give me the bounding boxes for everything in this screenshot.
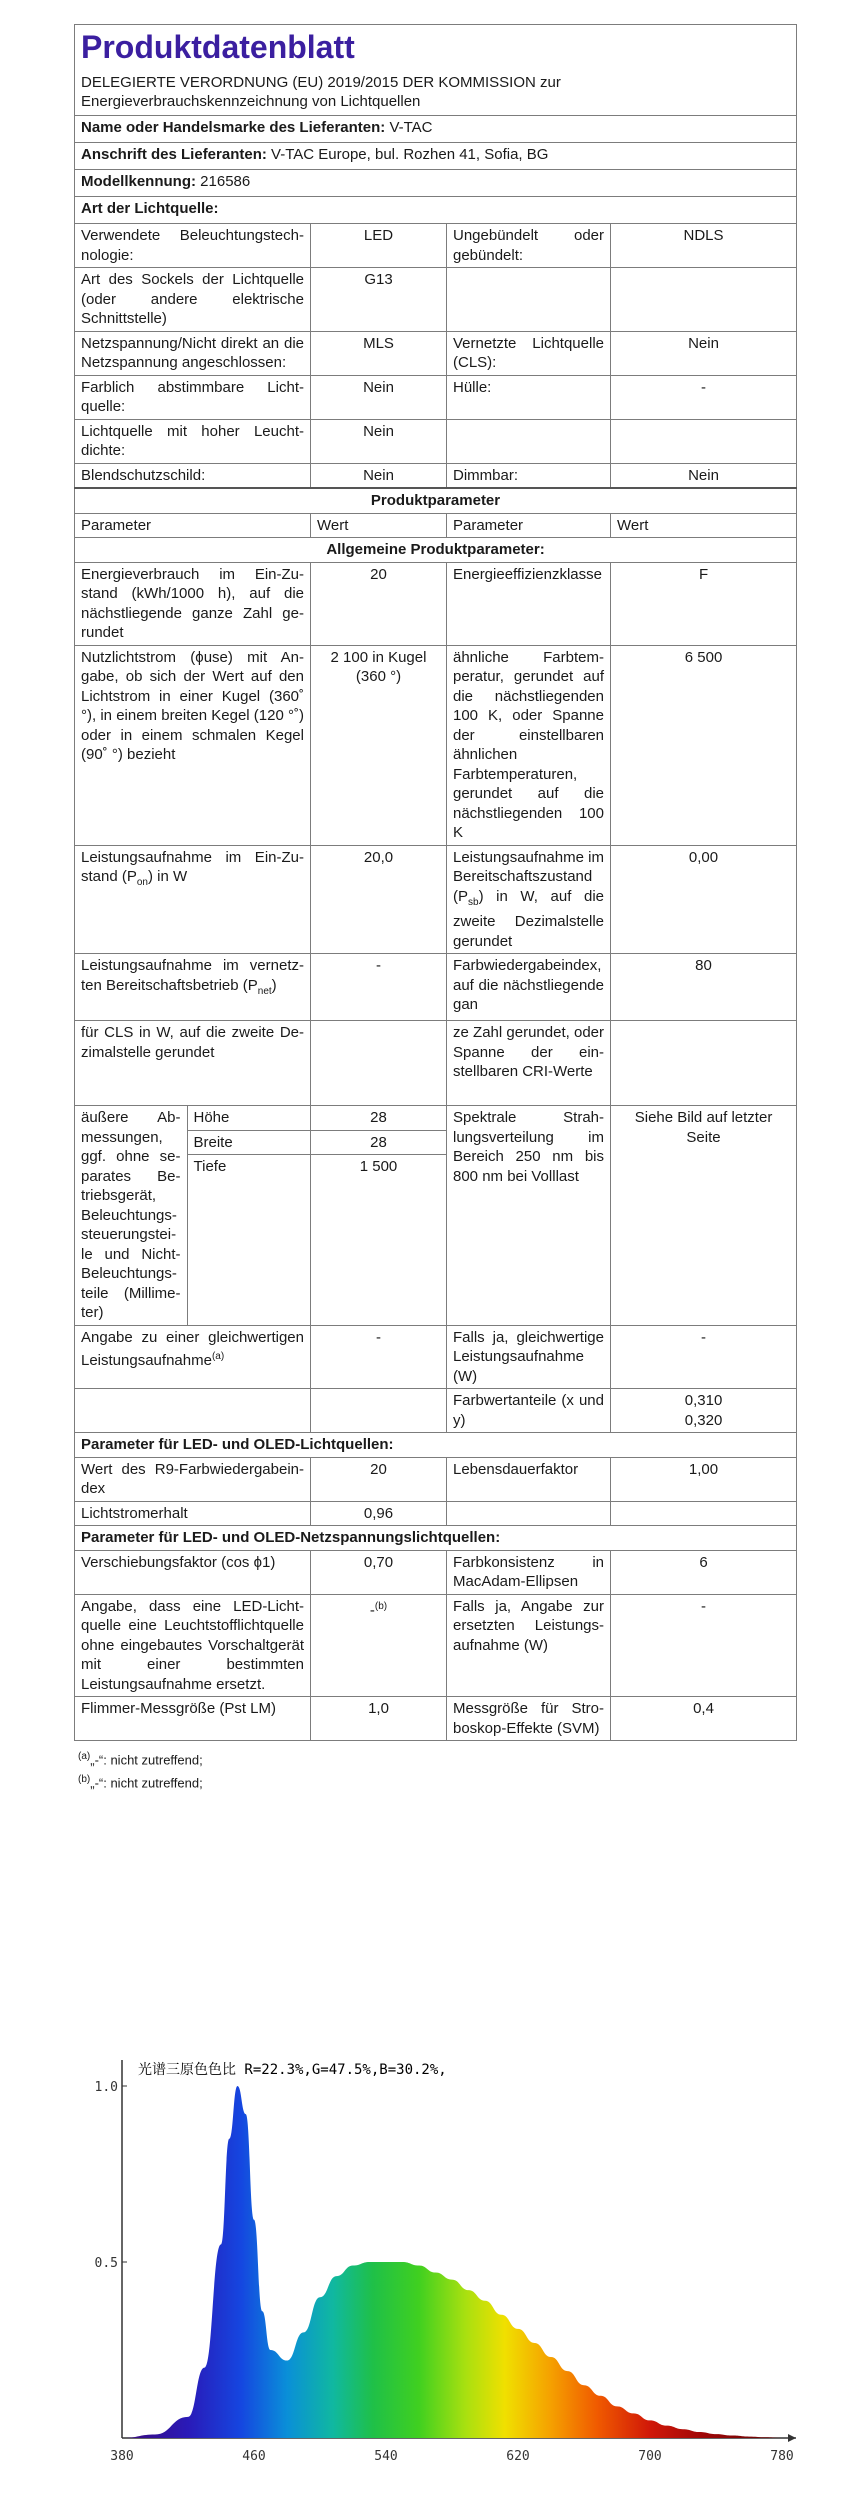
- y-tick-label: 0.5: [94, 2256, 118, 2271]
- spectrum-chart: [74, 2046, 814, 2466]
- lightsource-value: NDLS: [611, 224, 797, 268]
- colour-consistency-value: 6: [611, 1550, 797, 1594]
- replaced-power-label: Falls ja, Angabe zur ersetzten Leistungsaufnahme (W): [447, 1594, 611, 1697]
- dimension-name: Höhe: [188, 1106, 311, 1131]
- column-header-row: [75, 513, 797, 538]
- x-tick-label: 460: [242, 2449, 266, 2464]
- lightsource-value: Nein: [611, 331, 797, 375]
- empty-cell: [611, 1021, 797, 1106]
- lightsource-label: Blendschutzschild:: [75, 463, 311, 488]
- lightsource-type-label: Art der Lichtquelle:: [75, 197, 797, 224]
- lumen-maintenance-label: Lichtstromerhalt: [75, 1501, 311, 1526]
- product-data-sheet: [74, 24, 796, 1794]
- model-label: Modellkennung:: [81, 173, 196, 190]
- lumen-maintenance-value: 0,96: [311, 1501, 447, 1526]
- energy-consumption-value: 20: [311, 562, 447, 645]
- lightsource-row: [75, 331, 797, 375]
- lightsource-label: [447, 268, 611, 332]
- lightsource-row: [75, 419, 797, 463]
- energy-class-value: F: [611, 562, 797, 645]
- lightsource-label: Verwendete Beleuchtungstechnologie:: [75, 224, 311, 268]
- flux-row: [75, 645, 797, 845]
- chromaticity-y: 0,320: [684, 1411, 723, 1429]
- lightsource-value: Nein: [311, 419, 447, 463]
- empty-cell: [447, 1501, 611, 1526]
- lightsource-label: [447, 419, 611, 463]
- cri-label: Farbwiedergabeindex, auf die nächstliegende gan: [447, 954, 611, 1021]
- header-row: [75, 25, 797, 116]
- led-heading-row: [75, 1433, 797, 1458]
- regulation-line-1: DELEGIERTE VERORDNUNG (EU) 2019/2015 DER KOMMISSION zur: [81, 74, 561, 91]
- lightsource-value: Nein: [611, 463, 797, 488]
- stroboscopic-value: 0,4: [611, 1697, 797, 1741]
- equivalent-power-w-value: -: [611, 1325, 797, 1389]
- lightsource-label: Hülle:: [447, 375, 611, 419]
- spectrum-area: [122, 2086, 782, 2438]
- x-axis-arrow: [788, 2434, 796, 2442]
- replacement-value-text: -: [369, 1601, 375, 1619]
- flicker-label: Flimmer-Messgröße (Pst LM): [75, 1697, 311, 1741]
- dimensions-label: äußere Abmessungen, ggf. ohne separates Betriebsgerät, Beleuchtungssteuerungsteile und Nicht-Beleuchtungsteile (Millimeter): [81, 1109, 181, 1321]
- flicker-row: [75, 1697, 797, 1741]
- lumen-maintenance-row: [75, 1501, 797, 1526]
- lightsource-row: [75, 224, 797, 268]
- chromaticity-x: 0,310: [684, 1392, 723, 1409]
- replacement-label: Angabe, dass eine LED-Lichtquelle eine Leuchtstofflichtquelle ohne eingebautes Vorschaltgerät mit einer bestimmten Leistungsaufnahme ersetzt.: [75, 1594, 311, 1697]
- stroboscopic-label: Messgröße für Stroboskop-Effekte (SVM): [447, 1697, 611, 1741]
- supplier-address-label: Anschrift des Lieferanten:: [81, 146, 267, 163]
- equivalent-power-row: [75, 1325, 797, 1389]
- continued-row: [75, 1021, 797, 1106]
- dimension-name: Tiefe: [193, 1158, 227, 1175]
- networked-standby-label: [75, 954, 311, 1021]
- supplier-name-value: V-TAC: [389, 119, 433, 136]
- lightsource-value: -: [611, 375, 797, 419]
- r9-label: Wert des R9-Farbwiedergabeindex: [75, 1457, 311, 1501]
- lightsource-value: Nein: [311, 463, 447, 488]
- on-mode-power-text: Leistungsaufnahme im Ein-Zustand (P: [81, 848, 304, 885]
- networked-standby-continued: für CLS in W, auf die zweite Dezimalstelle gerundet: [75, 1021, 311, 1106]
- networked-standby-value: -: [311, 954, 447, 1021]
- lightsource-row: [75, 375, 797, 419]
- r9-value: 20: [311, 1457, 447, 1501]
- footnotes: [78, 1747, 796, 1794]
- supplier-name-label: Name oder Handelsmarke des Lieferanten:: [81, 119, 386, 136]
- survival-factor-label: Lebensdauerfaktor: [447, 1457, 611, 1501]
- equivalent-power-text: Angabe zu einer gleichwertigen Leistungsaufnahme: [81, 1328, 304, 1369]
- networked-standby-text: ): [271, 976, 277, 994]
- footnote-text: „-“: nicht zutreffend;: [90, 1775, 203, 1791]
- dimension-name: Breite: [188, 1131, 311, 1156]
- networked-standby-row: [75, 954, 797, 1021]
- supplier-address-row: [75, 143, 797, 170]
- led-params-heading: Parameter für LED- und OLED-Lichtquellen:: [75, 1433, 797, 1458]
- column-header-value: Wert: [611, 513, 797, 538]
- mains-heading-row: [75, 1526, 797, 1551]
- chart-title: 光谱三原色色比 R=22.3%,G=47.5%,B=30.2%,: [138, 2062, 447, 2078]
- replacement-row: [75, 1594, 797, 1697]
- lightsource-row: [75, 463, 797, 488]
- dimensions-inner: [75, 1106, 310, 1325]
- supplier-name-row: [75, 116, 797, 143]
- lightsource-value: G13: [311, 268, 447, 332]
- lightsource-label: Lichtquelle mit hoher Leuchtdichte:: [75, 419, 311, 463]
- standby-power-value: 0,00: [611, 845, 797, 954]
- x-tick-label: 700: [638, 2449, 662, 2464]
- power-row: [75, 845, 797, 954]
- regulation-line-2: Energieverbrauchskennzeichnung von Lichtquellen: [81, 93, 421, 110]
- equivalent-power-w-label: Falls ja, gleichwertige Leistungsaufnahme (W): [447, 1325, 611, 1389]
- y-tick-label: 1.0: [94, 2080, 118, 2095]
- column-header-parameter: Parameter: [447, 513, 611, 538]
- footnote-mark: (b): [78, 1774, 91, 1786]
- column-header-value: Wert: [311, 513, 447, 538]
- empty-cell: [311, 1389, 447, 1433]
- equivalent-power-value: -: [311, 1325, 447, 1389]
- lightsource-value: Nein: [311, 375, 447, 419]
- energy-consumption-label: Energieverbrauch im Ein-Zustand (kWh/1000 h), auf die nächstliegende ganze Zahl gerundet: [75, 562, 311, 645]
- survival-factor-value: 1,00: [611, 1457, 797, 1501]
- page-title: Produktdatenblatt: [81, 29, 355, 65]
- footnote: [78, 1747, 796, 1770]
- standby-power-text: Leistungsaufnahme im Bereitschaftszustand (P: [453, 848, 604, 905]
- chromaticity-row: [75, 1389, 797, 1433]
- on-mode-power-label: [75, 845, 311, 954]
- r9-row: [75, 1457, 797, 1501]
- lightsource-label: Vernetzte Lichtquelle (CLS):: [447, 331, 611, 375]
- colour-temperature-value: 6 500: [611, 645, 797, 845]
- on-mode-power-value: 20,0: [311, 845, 447, 954]
- lightsource-value: [611, 268, 797, 332]
- colour-temperature-label: ähnliche Farbtemperatur, gerundet auf die nächstliegenden 100 K, oder Spanne der einstellbaren ähnlichen Farbtemperaturen, gerundet auf die nächstliegenden 100 K: [447, 645, 611, 845]
- general-params-heading: Allgemeine Produktparameter:: [75, 538, 797, 563]
- colour-consistency-label: Farbkonsistenz in MacAdam-Ellipsen: [447, 1550, 611, 1594]
- displacement-factor-value: 0,70: [311, 1550, 447, 1594]
- empty-cell: [75, 1389, 311, 1433]
- lightsource-value: LED: [311, 224, 447, 268]
- spectrum-svg: [74, 2046, 814, 2466]
- x-tick-label: 540: [374, 2449, 398, 2464]
- networked-standby-subscript: net: [257, 985, 272, 997]
- dimension-value: 28: [311, 1106, 446, 1131]
- model-value: 216586: [200, 173, 251, 190]
- luminous-flux-label: Nutzlichtstrom (ϕuse) mit Angabe, ob sich der Wert auf den Lichtstrom in einer Kugel (360˚ °), in einem breiten Kegel (120 °˚) oder in einem schmalen Kegel (90˚ °) bezieht: [75, 645, 311, 845]
- standby-power-label: [447, 845, 611, 954]
- lightsource-type-row: [75, 197, 797, 224]
- cri-continued: ze Zahl gerundet, oder Spanne der einstellbaren CRI-Werte: [447, 1021, 611, 1106]
- chromaticity-value: [611, 1389, 797, 1433]
- cri-value: 80: [611, 954, 797, 1021]
- empty-cell: [311, 1021, 447, 1106]
- dimensions-cell: [75, 1106, 311, 1326]
- lightsource-label: Dimmbar:: [447, 463, 611, 488]
- product-params-heading-row: [75, 488, 797, 513]
- dimensions-row: [75, 1106, 797, 1326]
- standby-power-text: ) in W, auf die zweite Dezimalstelle gerundet: [453, 887, 604, 950]
- dpf-row: [75, 1550, 797, 1594]
- lightsource-label: Art des Sockels der Lichtquelle (oder andere elektrische Schnittstelle): [75, 268, 311, 332]
- lightsource-value: [611, 419, 797, 463]
- dimensions-values: [311, 1106, 447, 1326]
- spectral-distribution-value: Siehe Bild auf letzter Seite: [611, 1106, 797, 1326]
- x-tick-label: 380: [110, 2449, 134, 2464]
- supplier-address-value: V-TAC Europe, bul. Rozhen 41, Sofia, BG: [271, 146, 549, 163]
- footnote-mark: (a): [78, 1751, 91, 1762]
- x-tick-label: 780: [770, 2449, 794, 2464]
- lightsource-value: MLS: [311, 331, 447, 375]
- displacement-factor-label: Verschiebungsfaktor (cos ϕ1): [75, 1550, 311, 1594]
- footnote-mark: (a): [211, 1351, 225, 1362]
- footnote: [78, 1770, 796, 1793]
- dimension-value: 28: [311, 1131, 446, 1156]
- empty-cell: [611, 1501, 797, 1526]
- x-tick-label: 620: [506, 2449, 530, 2464]
- product-params-heading: Produktparameter: [75, 488, 797, 513]
- general-heading-row: [75, 538, 797, 563]
- column-header-parameter: Parameter: [75, 513, 311, 538]
- energy-row: [75, 562, 797, 645]
- lightsource-label: Netzspannung/Nicht direkt an die Netzspannung angeschlossen:: [75, 331, 311, 375]
- dimensions-names: [187, 1106, 310, 1325]
- luminous-flux-value: 2 100 in Kugel (360 °): [311, 645, 447, 845]
- networked-standby-text: Leistungsaufnahme im vernetzten Bereitschaftsbetrieb (P: [81, 957, 304, 994]
- replaced-power-value: -: [611, 1594, 797, 1697]
- lightsource-label: Farblich abstimmbare Lichtquelle:: [75, 375, 311, 419]
- spectral-distribution-label: Spektrale Strahlungsverteilung im Bereich 250 nm bis 800 nm bei Volllast: [447, 1106, 611, 1326]
- on-mode-power-text: ) in W: [148, 868, 188, 885]
- equivalent-power-label: [75, 1325, 311, 1389]
- data-sheet-table: [74, 24, 797, 1741]
- dimension-value: 1 500: [359, 1158, 398, 1175]
- energy-class-label: Energieeffizienzklasse: [447, 562, 611, 645]
- footnote-text: „-“: nicht zutreffend;: [90, 1752, 203, 1768]
- flicker-value: 1,0: [311, 1697, 447, 1741]
- lightsource-row: [75, 268, 797, 332]
- model-row: [75, 170, 797, 197]
- footnote-mark: (b): [374, 1600, 388, 1612]
- on-mode-power-subscript: on: [136, 877, 148, 888]
- replacement-value: [311, 1594, 447, 1697]
- lightsource-label: Ungebündelt oder gebündelt:: [447, 224, 611, 268]
- chromaticity-label: Farbwertanteile (x und y): [447, 1389, 611, 1433]
- mains-params-heading: Parameter für LED- und OLED-Netzspannungslichtquellen:: [75, 1526, 797, 1551]
- standby-power-subscript: sb: [468, 896, 479, 908]
